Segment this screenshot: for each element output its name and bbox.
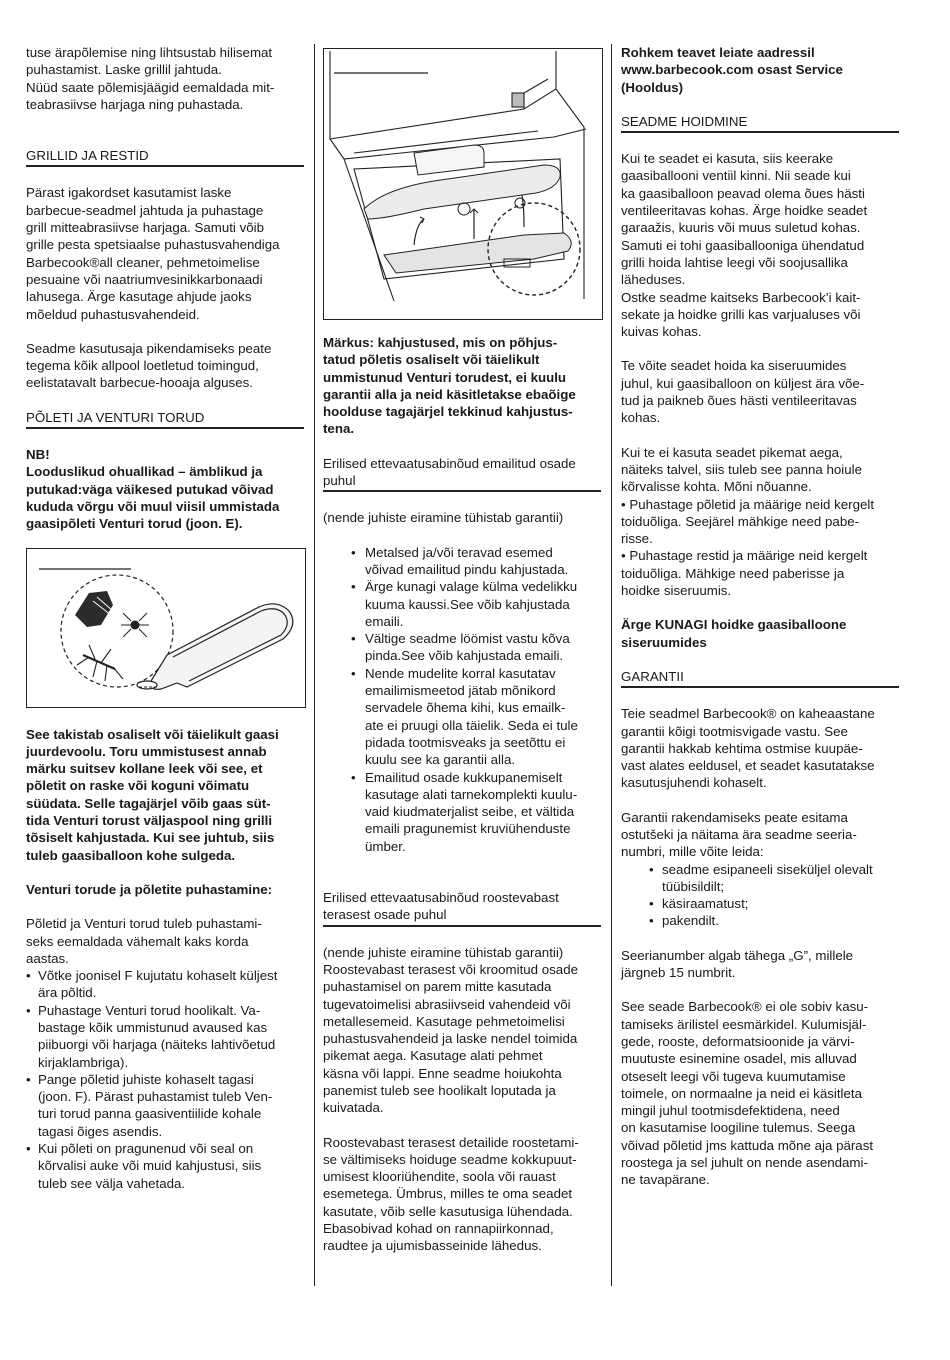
maintenance-paragraph-1: Kui te seadet ei kasuta, siis keerake gaasiballooni ventiil kinni. Nii seade kui ka gaasiballoon peavad olema õues hästi ventileeritavas kohas. Ärge hoidke seadet garaažis, kuuris või muus suletud kohas. Samuti ei tohi gaasiballooniga ühendatud grilli hoida lahtise leegi või soojusallika läheduses. Ostke seadme kaitseks Barbecook’i kait- sekate ja hoidke grilli kas varjualuses või kuivas kohas.: [621, 151, 868, 340]
list-item: • Nende mudelite korral kasutatav emailimismeetod jätab mõnikord servadele õhema kihi, kus emailk- ate ei pruugi olla täielik. Seda ei tule pidada tootmisveaks ja seetõttu ei kuulu see ka garantii alla.: [323, 665, 601, 769]
list-item: • Pange põletid juhiste kohaselt tagasi (joon. F). Pärast puhastamist tuleb Ven- turi torud panna gaasiventiilide kohale tagasi õiges asendis.: [26, 1071, 304, 1140]
mosquito-icon: [77, 645, 123, 681]
list-item: • Vältige seadme löömist vastu kõva pinda.See võib kahjustada emaili.: [323, 630, 601, 665]
warranty-paragraph-3: See seade Barbecook® ei ole sobiv kasu- tamiseks ärilistel eesmärkidel. Kulumisjäl- gede, rooste, deformatsioonide ja värvi- muutuste esinemine osadel, mis alluvad otseselt leegi või tugeva kuumutamise toimele, on normaalne ja neid ei käsitleta mingil juhul tootmisdefektidena, need on kasutamise loogiline tulemus. Seega võivad põletid jms kattuda mõne aja pärast roostega ja sel juhult on nende asendami- ne tavapärane.: [621, 999, 874, 1188]
burner-tube: [137, 603, 293, 689]
enamel-precautions: [323, 544, 601, 855]
grill-burner-illustration: [324, 49, 602, 319]
list-item: • pakendilt.: [621, 912, 899, 929]
column-divider-1: [314, 44, 315, 1286]
warranty-paragraph-2: Garantii rakendamiseks peate esitama ostutšeki ja näitama ära seadme seeria- numbri, mille võite leida:: [621, 809, 857, 860]
serial-number-locations: [621, 861, 899, 930]
spider-icon: [121, 613, 149, 637]
venturi-cleaning-intro: Põletid ja Venturi torud tuleb puhastami- seks eemaldada vähemalt kaks korda aastas.: [26, 916, 262, 966]
magnifier-circle: [61, 575, 173, 687]
section-heading-enamel: Erilised ettevaatusabinõud emailitud osade puhul: [323, 455, 601, 493]
burner-left: [364, 165, 560, 219]
list-item: • käsiraamatust;: [621, 895, 899, 912]
list-item: • Ärge kunagi valage külma vedelikku kuuma kaussi.See võib kahjustada emaili.: [323, 578, 601, 630]
list-item: • Puhastage Venturi torud hoolikalt. Va- bastage kõik ummistunud avaused kas piibuorgi või harjaga (näiteks lahtivõetud kirjaklambriga).: [26, 1002, 304, 1071]
grill-grate: [414, 145, 484, 175]
list-item: • seadme esipaneeli siseküljel olevalt tüübisildilt;: [621, 861, 899, 896]
section-heading-grills: GRILLID JA RESTID: [26, 147, 304, 167]
enamel-intro: (nende juhiste eiramine tühistab garantii): [323, 510, 564, 526]
column-3: [621, 44, 899, 1189]
venturi-cleaning-steps: [26, 967, 304, 1192]
section-heading-maintenance: SEADME HOIDMINE: [621, 113, 899, 133]
warranty-paragraph-1: Teie seadmel Barbecook® on kaheaastane garantii kõigi tootmisvigade vastu. See garantii hakkab kehtima ostmise kuupäe- vast alates eeldusel, et seadet kasutatakse kasutusjuhendi kohaselt.: [621, 706, 875, 791]
stainless-paragraph-2: Roostevabast terasest detailide roostetami- se vältimiseks hoiduge seadme kokkupuut- umisest klooriühendite, soola või rauast esemetega. Ümbrus, milles te oma seadet kasutate, võib selle kasutusiga lühendada. Ebasobivad kohad on rannapiirkonnad, raudtee ja ujumisbasseinide lähedus.: [323, 1134, 579, 1254]
nb-warning: Looduslikud ohuallikad – ämblikud ja putukad:väga väikesed putukad võivad kududa võrgu või muul viisil ummistada gaasipõleti Venturi torud (joon. E).: [26, 464, 280, 532]
venturi-cleaning-title: Venturi torude ja põletite puhastamine:: [26, 881, 273, 897]
damage-note: Märkus: kahjustused, mis on põhjus- tatud põletis osaliselt või täielikult ummistunud Venturi torudest, ei kuulu garantii alla ja neid käsitletakse ebaõige hoolduse tagajärjel tekkinud kahjustus- tena.: [323, 335, 576, 437]
list-item: • Võtke joonisel F kujutatu kohaselt küljest ärа põltid.: [26, 967, 304, 1002]
list-item: • Kui põleti on pragunenud või seal on kõrvalisi auke või muid kahjustusi, siis tuleb see välja vahetada.: [26, 1140, 304, 1192]
list-item: • Metalsed ja/või teravad esemed võivad emailitud pindu kahjustada.: [323, 544, 601, 579]
figure-e-insects: [26, 548, 306, 708]
stainless-paragraph-1: (nende juhiste eiramine tühistab garantii) Roostevabast terasest või kroomitud osade puhastamisel on parem mitte kasutada tugevatoimelisi abrasiivseid vahendeid või metallesemeid. Kasutage pehmetoimelisi puhastusvahendeid ja laske nendel toimida pikemat aega. Kasutage alati pehmet käsna või lappi. Enne seadme hoiukohta panemist tuleb see hoolikalt loputada ja kuivatada.: [323, 944, 578, 1116]
list-item: • Emailitud osade kukkupanemiselt kasutage alati tarnekomplekti kuulu- vaid kiudmaterjalist seibe, et vältida emaili pragunemist kruviühenduste ümber.: [323, 769, 601, 855]
burner-hole-1: [458, 203, 470, 215]
nb-label: NB!: [26, 447, 50, 463]
grills-paragraph-2: Seadme kasutusaja pikendamiseks peate tegema kõik allpool loetletud toimingud, eelistatavalt barbecue-hooaja alguses.: [26, 340, 272, 391]
maintenance-paragraph-3: Kui te ei kasuta seadet pikemat aega, näiteks talvel, siis tuleb see panna hoiule kõrvalisse kohta. Mõni nõuanne. • Puhastage põletid ja määrige neid kergelt toiduõliga. Seejärel mähkige need pabe- risse. • Puhastage restid ja määrige neid kergelt toiduõliga. Mähkige need paberisse ja hoidke siseruumis.: [621, 444, 875, 599]
column-2: [323, 44, 601, 1255]
section-heading-stainless: Erilised ettevaatusabinõud roostevabast terasest osade puhul: [323, 889, 601, 927]
never-store-warning: Ärge KUNAGI hoidke gaasiballoone siseruumides: [621, 617, 847, 650]
figure-f-burner-removal: [323, 48, 603, 320]
maintenance-paragraph-2: Te võite seadet hoida ka siseruumides juhul, kui gaasiballoon on küljest ära võe- tud ja paikneb õues hästi ventileeritavas kohas.: [621, 358, 865, 426]
section-heading-burners: PÕLETI JA VENTURI TORUD: [26, 409, 304, 429]
burner-right: [384, 233, 571, 273]
section-heading-warranty: GARANTII: [621, 668, 899, 688]
column-divider-2: [611, 44, 612, 1286]
insects-venturi-illustration: [27, 549, 305, 707]
moth-icon: [75, 591, 113, 627]
blockage-warning: See takistab osaliselt või täielikult gaasi juurdevoolu. Toru ummistusest annab märku suitsev kollane leek või see, et põletit on raske või koguni võimatu süüdata. Selle tagajärjel võib gaas süt- tida Venturi torust väljaspool ning grilli tõsiselt kahjustada. Kui see juhtub, siis tuleb gaasiballoon kohe sulgeda.: [26, 726, 279, 863]
more-info-note: Rohkem teavet leiate aadressil www.barbecook.com osast Service (Hooldus): [621, 45, 843, 95]
serial-number-note: Seerianumber algab tähega „G”, millele järgneb 15 numbrit.: [621, 947, 854, 981]
grills-paragraph-1: Pärast igakordset kasutamist laske barbecue-seadmel jahtuda ja puhastage grill mitteabrasiivse harjaga. Samuti võib grille pesta spetsiaalse puhastusvahendiga Barbecook®all cleaner, pehmetoimelise pesuaine või naatriumvesinikkarbonaadi lahusega. Ärge kasutage ahjude jaoks mõeldud puhastusvahendeid.: [26, 185, 280, 322]
intro-paragraph: tuse ärapõlemise ning lihtsustab hilisemat puhastamist. Laske grillil jahtuda. Nüüd saate põlemisjäägid eemaldada mit- teabrasiivse harjaga ning puhastada.: [26, 45, 275, 112]
column-1: [26, 44, 304, 1192]
